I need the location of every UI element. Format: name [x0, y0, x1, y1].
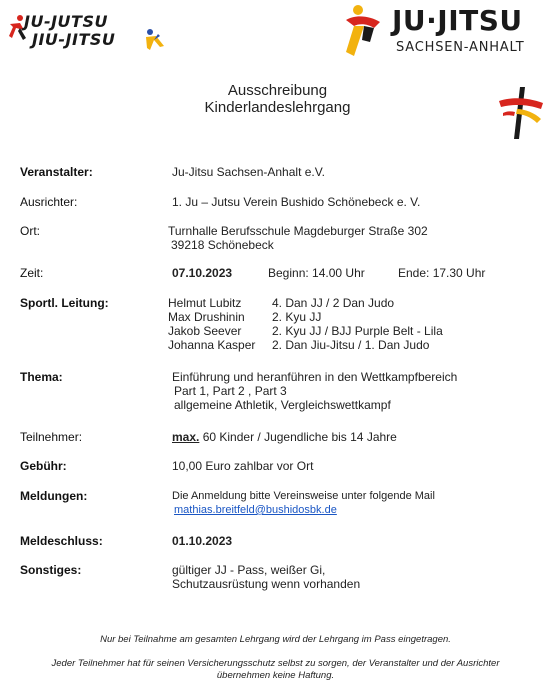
sonstiges-line1: gültiger JJ - Pass, weißer Gi,	[172, 563, 326, 577]
meldeschluss-label: Meldeschluss:	[20, 534, 103, 548]
leitung-rank: 2. Dan Jiu-Jitsu / 1. Dan Judo	[272, 338, 430, 352]
ort-line1: Turnhalle Berufsschule Magdeburger Straße 302	[168, 224, 428, 238]
zeit-date: 07.10.2023	[172, 266, 233, 280]
gebuehr-value: 10,00 Euro zahlbar vor Ort	[172, 459, 314, 473]
email-link[interactable]: mathias.breitfeld@bushidosbk.de	[174, 504, 337, 516]
zeit-label: Zeit:	[20, 266, 44, 280]
note-versicherung: Jeder Teilnehmer hat für seinen Versicherungsschutz selbst zu sorgen, der Veranstalter und der Ausrichter übernehmen keine Haftung.	[51, 658, 500, 681]
leitung-rank: 2. Kyu JJ / BJJ Purple Belt - Lila	[272, 324, 443, 338]
zeit-ende: Ende: 17.30 Uhr	[398, 266, 486, 280]
sonstiges-label: Sonstiges:	[20, 563, 82, 577]
ort-line2: 39218 Schönebeck	[171, 238, 274, 252]
meldungen-label: Meldungen:	[20, 489, 88, 503]
fighter-blue-icon	[144, 28, 168, 52]
sonstiges-line2: Schutzausrüstung wenn vorhanden	[172, 577, 361, 591]
leitung-names	[168, 296, 255, 352]
logo-left-line1: JU-JUTSU	[24, 12, 108, 31]
ausrichter-value: 1. Ju – Jutsu Verein Bushido Schönebeck e. V.	[172, 195, 421, 209]
logo-right-subtitle: SACHSEN-ANHALT	[396, 40, 525, 55]
sonstiges-value	[172, 563, 360, 591]
meldungen-value: Die Anmeldung bitte Vereinsweise unter folgende Mail	[172, 490, 435, 502]
ausrichter-label: Ausrichter:	[20, 195, 78, 209]
note-lehrgang: Nur bei Teilnahme am gesamten Lehrgang wird der Lehrgang im Pass eingetragen.	[100, 634, 451, 645]
page-title	[120, 82, 435, 116]
thema-label: Thema:	[20, 370, 63, 384]
leitung-name: Johanna Kasper	[168, 338, 256, 352]
teilnehmer-label: Teilnehmer:	[20, 430, 83, 444]
thema-value	[172, 370, 457, 412]
ju-jitsu-sachsen-anhalt-logo	[340, 2, 550, 64]
leitung-rank: 4. Dan JJ / 2 Dan Judo	[272, 296, 395, 310]
logo-left-line2: JIU-JITSU	[32, 30, 116, 49]
flag-emblem-icon	[497, 85, 545, 141]
leitung-ranks	[272, 296, 443, 352]
leitung-name: Jakob Seever	[168, 324, 242, 338]
thema-line3: allgemeine Athletik, Vergleichswettkampf	[174, 398, 391, 412]
leitung-name: Helmut Lubitz	[168, 296, 242, 310]
teilnehmer-value	[172, 430, 397, 444]
thema-line1: Einführung und heranführen in den Wettkampfbereich	[172, 370, 458, 384]
leitung-label: Sportl. Leitung:	[20, 296, 109, 310]
leitung-rank: 2. Kyu JJ	[272, 310, 322, 324]
ort-value	[168, 224, 428, 252]
title-line2: Kinderlandeslehrgang	[204, 99, 351, 116]
thema-line2: Part 1, Part 2 , Part 3	[174, 384, 287, 398]
teilnehmer-max: max.	[172, 430, 200, 444]
teilnehmer-text: 60 Kinder / Jugendliche bis 14 Jahre	[202, 430, 397, 444]
title-line1: Ausschreibung	[227, 82, 328, 99]
meldeschluss-value: 01.10.2023	[172, 534, 233, 548]
veranstalter-label: Veranstalter:	[20, 165, 93, 179]
veranstalter-value: Ju-Jitsu Sachsen-Anhalt e.V.	[172, 165, 325, 179]
ju-jutsu-logo	[6, 12, 166, 52]
fighter-logo-icon	[340, 2, 390, 60]
gebuehr-label: Gebühr:	[20, 459, 67, 473]
zeit-beginn: Beginn: 14.00 Uhr	[268, 266, 365, 280]
ort-label: Ort:	[20, 224, 40, 238]
leitung-name: Max Drushinin	[168, 310, 245, 324]
logo-right-title: JU·JITSU	[392, 4, 523, 37]
